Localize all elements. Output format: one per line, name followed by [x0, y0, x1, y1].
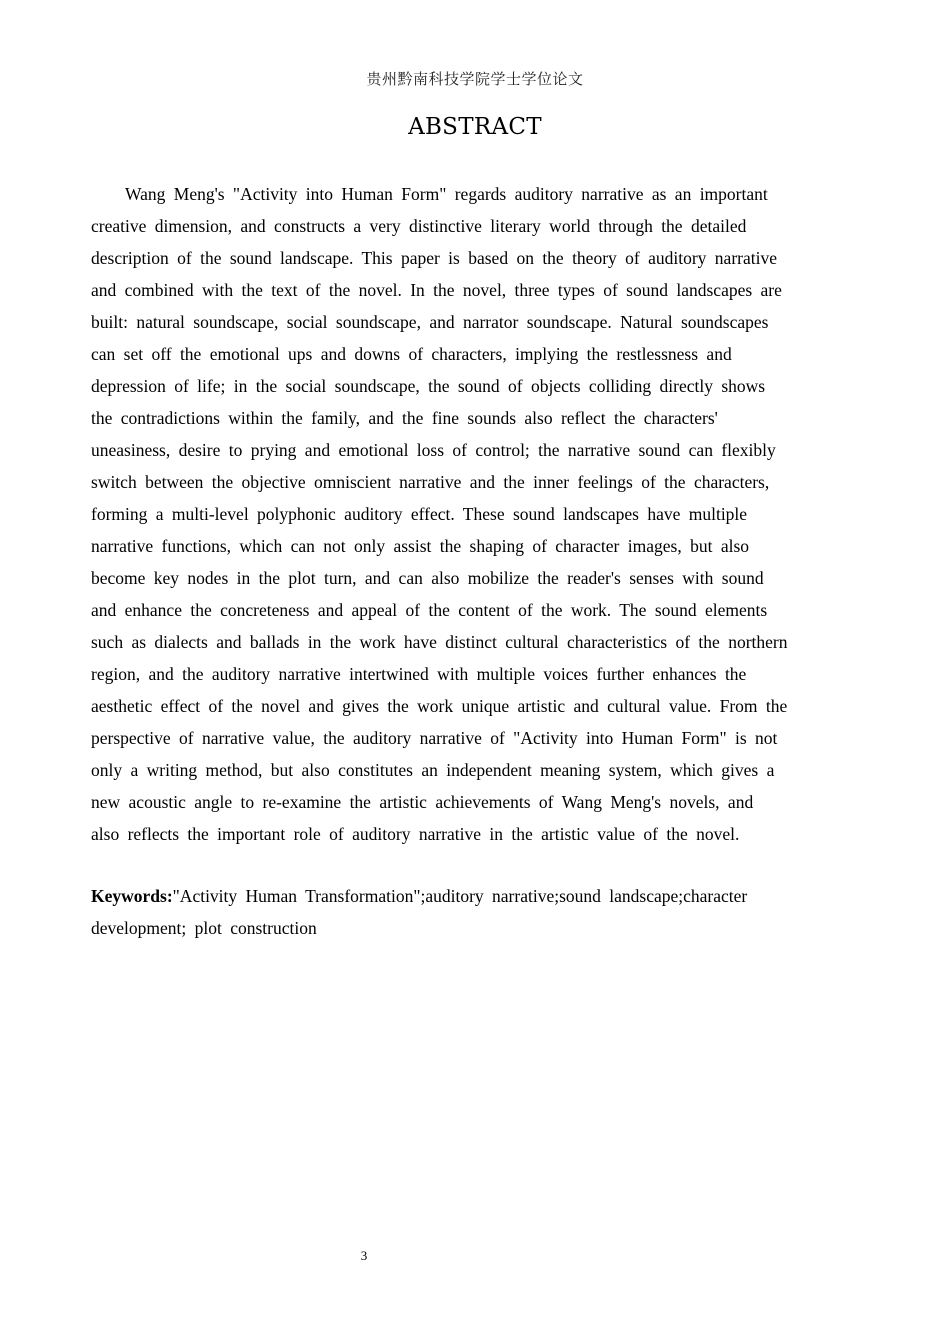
abstract-body: [91, 178, 859, 850]
abstract-line: aesthetic effect of the novel and gives the work unique artistic and cultural value. From the: [91, 696, 788, 716]
page-number: 3: [360, 1248, 368, 1263]
abstract-line: the contradictions within the family, and the fine sounds also reflect the characters': [91, 408, 718, 428]
abstract-line: only a writing method, but also constitutes an independent meaning system, which gives a: [91, 760, 775, 780]
abstract-line: built: natural soundscape, social soundscape, and narrator soundscape. Natural soundscapes: [91, 312, 769, 332]
abstract-line: forming a multi-level polyphonic auditory effect. These sound landscapes have multiple: [91, 504, 748, 524]
abstract-line: and enhance the concreteness and appeal of the content of the work. The sound elements: [91, 600, 768, 620]
abstract-line: can set off the emotional ups and downs of characters, implying the restlessness and: [91, 344, 732, 364]
keywords-text-1: "Activity Human Transformation";auditory narrative;sound landscape;character: [172, 886, 748, 906]
keywords-text-2: development; plot construction: [91, 918, 317, 938]
abstract-line: description of the sound landscape. This paper is based on the theory of auditory narrative: [91, 248, 777, 268]
keywords-line-1: [91, 880, 859, 912]
abstract-line: become key nodes in the plot turn, and can also mobilize the reader's senses with sound: [91, 568, 764, 588]
abstract-line: such as dialects and ballads in the work have distinct cultural characteristics of the northern: [91, 632, 788, 652]
abstract-line: also reflects the important role of auditory narrative in the artistic value of the novel.: [91, 824, 740, 844]
abstract-line: region, and the auditory narrative intertwined with multiple voices further enhances the: [91, 664, 747, 684]
keywords-label: Keywords:: [91, 886, 173, 906]
abstract-line: creative dimension, and constructs a very distinctive literary world through the detailed: [91, 216, 747, 236]
abstract-line: uneasiness, desire to prying and emotional loss of control; the narrative sound can flexibly: [91, 440, 776, 460]
abstract-line: new acoustic angle to re-examine the artistic achievements of Wang Meng's novels, and: [91, 792, 754, 812]
abstract-line: switch between the objective omniscient narrative and the inner feelings of the characters,: [91, 472, 770, 492]
abstract-line: depression of life; in the social soundscape, the sound of objects colliding directly shows: [91, 376, 766, 396]
abstract-line: and combined with the text of the novel. In the novel, three types of sound landscapes are: [91, 280, 782, 300]
abstract-line: perspective of narrative value, the auditory narrative of "Activity into Human Form" is not: [91, 728, 778, 748]
running-header: 贵州黔南科技学院学士学位论文: [366, 70, 584, 88]
keywords-block: [91, 880, 859, 944]
abstract-title: ABSTRACT: [408, 114, 542, 140]
abstract-line: narrative functions, which can not only assist the shaping of character images, but also: [91, 536, 750, 556]
abstract-line: Wang Meng's "Activity into Human Form" regards auditory narrative as an important: [125, 184, 768, 204]
